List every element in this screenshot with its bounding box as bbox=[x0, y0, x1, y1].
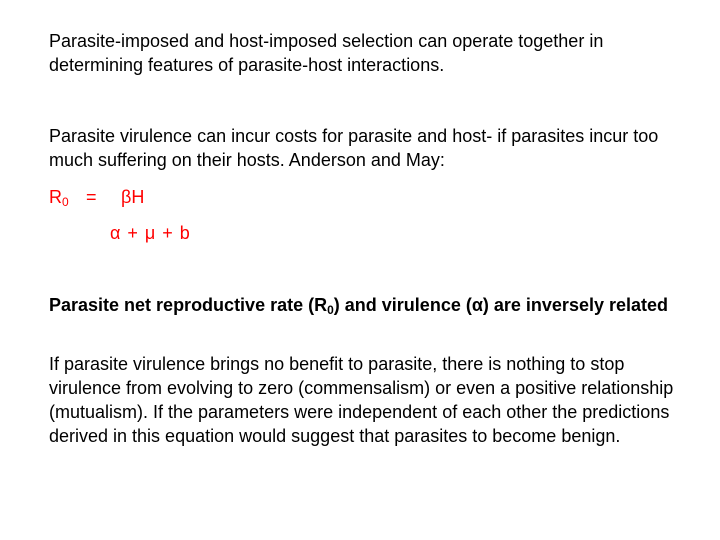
equation-r0-symbol: R bbox=[49, 187, 62, 207]
virulence-cost-paragraph: Parasite virulence can incur costs for parasite and host- if parasites incur too much suffering on their hosts. Anderson and May: bbox=[49, 126, 659, 170]
equation-denominator: α + μ + b bbox=[110, 223, 191, 243]
equation-r0 bbox=[49, 185, 69, 209]
equation-equals-sign: = bbox=[86, 187, 97, 207]
equation-r0-subscript: 0 bbox=[62, 195, 69, 209]
benign-evolution-paragraph: If parasite virulence brings no benefit to parasite, there is nothing to stop virulence from evolving to zero (commensalism) or even a positive relationship (mutualism). If the parameters were independent of each other the predictions derived in this equation would suggest that parasites to become benign. bbox=[49, 354, 674, 446]
intro-paragraph: Parasite-imposed and host-imposed selection can operate together in determining features of parasite-host interactions. bbox=[49, 31, 604, 75]
inverse-relation-text-1: Parasite net reproductive rate (R bbox=[49, 295, 328, 315]
inverse-relation-subscript: 0 bbox=[327, 303, 334, 317]
inverse-relation-paragraph bbox=[49, 293, 679, 317]
equation-numerator: βH bbox=[121, 187, 145, 207]
inverse-relation-text-2: ) and virulence (α) are inversely related bbox=[333, 295, 669, 315]
